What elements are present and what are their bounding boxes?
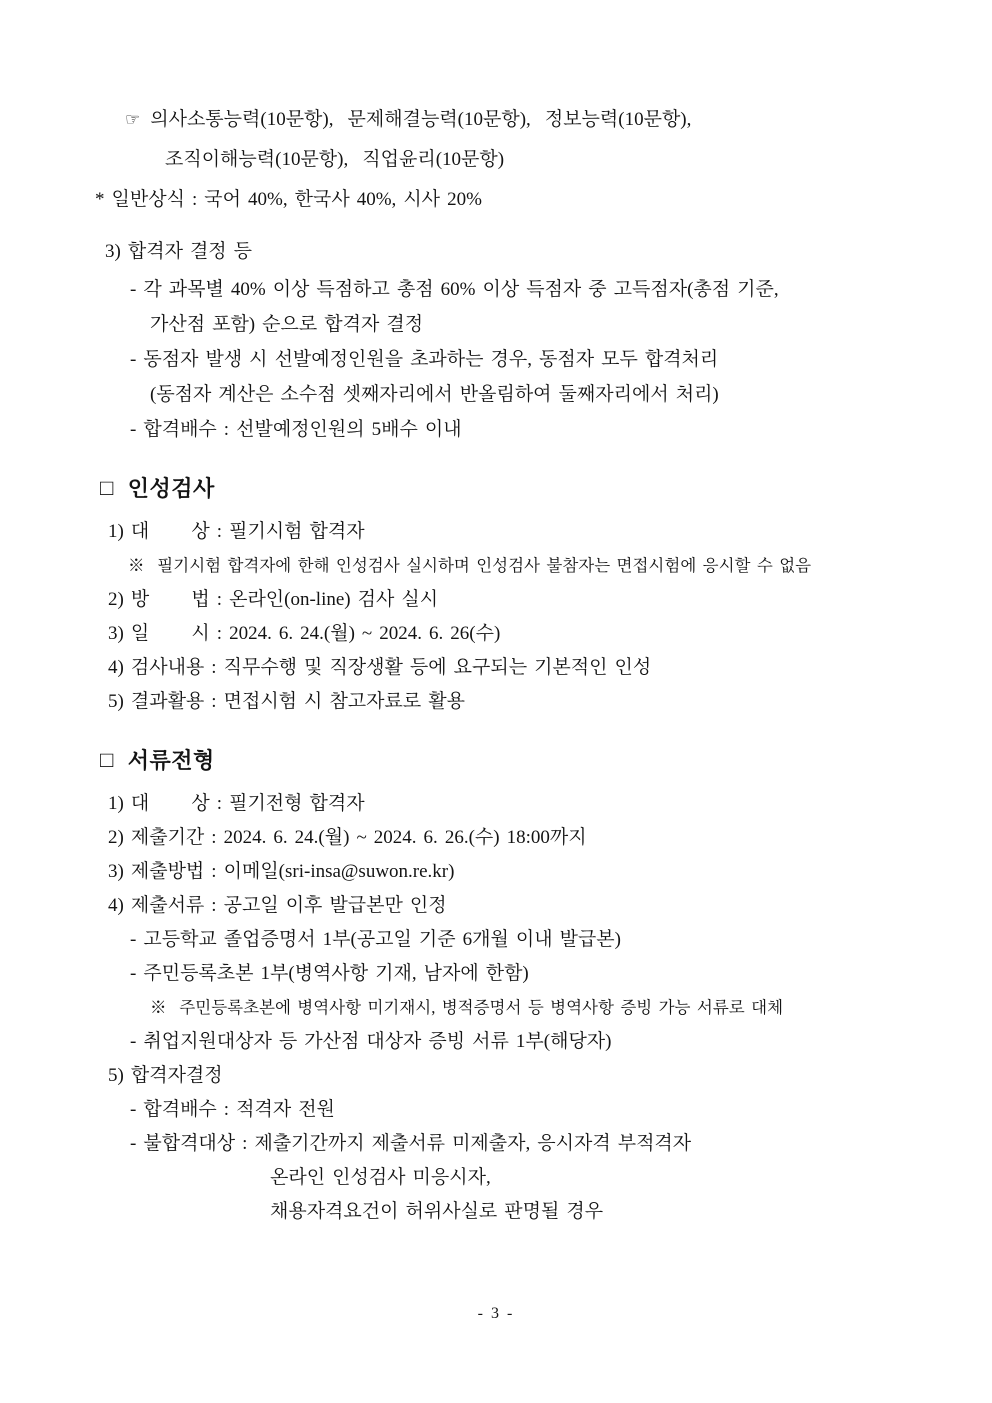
screening-decision-fail-cont-1: 온라인 인성검사 미응시자, [270, 1167, 491, 1188]
document-screening-title-text: 서류전형 [127, 748, 215, 773]
pass-decision-item-tie-cont: (동점자 계산은 소수점 셋째자리에서 반올림하여 둘째자리에서 처리) [150, 384, 719, 405]
screening-decision-fail: - 불합격대상 : 제출기간까지 제출서류 미제출자, 응시자격 부적격자 [130, 1133, 692, 1154]
general-knowledge-note: * 일반상식 : 국어 40%, 한국사 40%, 시사 20% [95, 189, 482, 210]
personality-content: 4) 검사내용 : 직무수행 및 직장생활 등에 요구되는 기본적인 인성 [108, 657, 652, 678]
square-bullet-icon: □ [100, 747, 114, 772]
screening-period: 2) 제출기간 : 2024. 6. 24.(월) ~ 2024. 6. 26.(수) 18:00까지 [108, 827, 587, 848]
square-bullet-icon: □ [100, 475, 114, 500]
pass-decision-item-tie: - 동점자 발생 시 선발예정인원을 초과하는 경우, 동점자 모두 합격처리 [130, 349, 719, 370]
personality-schedule: 3) 일 시 : 2024. 6. 24.(월) ~ 2024. 6. 26(수) [108, 623, 501, 644]
pass-decision-item-score-cont: 가산점 포함) 순으로 합격자 결정 [150, 314, 424, 335]
personality-test-title-text: 인성검사 [127, 476, 215, 501]
screening-docs: 4) 제출서류 : 공고일 이후 발급본만 인정 [108, 895, 447, 916]
pass-decision-item-multiple: - 합격배수 : 선발예정인원의 5배수 이내 [130, 419, 462, 440]
personality-usage: 5) 결과활용 : 면접시험 시 참고자료로 활용 [108, 691, 465, 712]
screening-decision-multiple: - 합격배수 : 적격자 전원 [130, 1099, 335, 1120]
page-number: - 3 - [477, 1305, 515, 1322]
personality-target-note: ※ 필기시험 합격자에 한해 인성검사 실시하며 인성검사 불참자는 면접시험에 응시할 수 없음 [128, 556, 812, 575]
screening-method: 3) 제출방법 : 이메일(sri-insa@suwon.re.kr) [108, 861, 455, 882]
screening-docs-resident: - 주민등록초본 1부(병역사항 기재, 남자에 한함) [130, 963, 529, 984]
written-exam-subjects-text-1: 의사소통능력(10문항), 문제해결능력(10문항), 정보능력(10문항), [150, 109, 692, 130]
personality-test-section-title [100, 473, 934, 505]
personality-method: 2) 방 법 : 온라인(on-line) 검사 실시 [108, 589, 439, 610]
written-exam-subjects-line-2: 조직이해능력(10문항), 직업윤리(10문항) [165, 149, 505, 170]
written-exam-subjects-line-1 [125, 100, 934, 140]
personality-target: 1) 대 상 : 필기시험 합격자 [108, 521, 365, 542]
screening-decision-fail-cont-2: 채용자격요건이 허위사실로 판명될 경우 [270, 1201, 604, 1222]
pass-decision-heading: 3) 합격자 결정 등 [105, 241, 253, 262]
screening-target: 1) 대 상 : 필기전형 합격자 [108, 793, 365, 814]
screening-docs-resident-note: ※ 주민등록초본에 병역사항 미기재시, 병적증명서 등 병역사항 증빙 가능 서류로 대체 [150, 998, 784, 1017]
pointer-hand-icon: ☞ [125, 110, 141, 129]
screening-decision: 5) 합격자결정 [108, 1065, 223, 1086]
document-screening-section-title [100, 745, 934, 777]
screening-docs-bonus: - 취업지원대상자 등 가산점 대상자 증빙 서류 1부(해당자) [130, 1031, 612, 1052]
pass-decision-item-score: - 각 과목별 40% 이상 득점하고 총점 60% 이상 득점자 중 고득점자(총점 기준, [130, 279, 779, 300]
screening-docs-diploma: - 고등학교 졸업증명서 1부(공고일 기준 6개월 이내 발급본) [130, 929, 621, 950]
